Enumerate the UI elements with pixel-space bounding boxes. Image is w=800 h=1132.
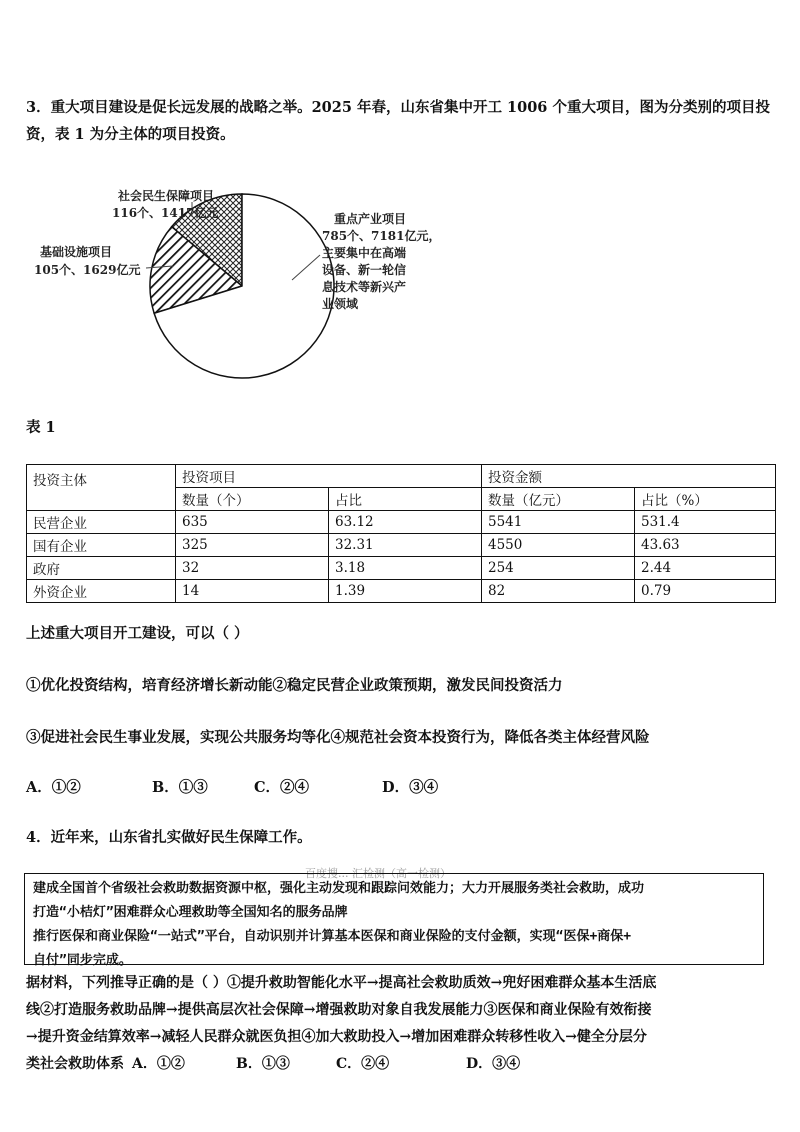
label-industry-value: 785个、7181亿元， — [322, 229, 441, 243]
table-row — [27, 511, 776, 534]
label-industry-desc-1: 主要集中在高端 — [322, 246, 407, 260]
material-line: 自付”同步完成。 — [33, 953, 132, 968]
q4-option-a[interactable]: A．①② — [132, 1056, 185, 1072]
q4-body-line: 据材料，下列推导正确的是（ ）①提升救助智能化水平→提高社会救助质效→兜好困难群众基本生活底 — [26, 975, 657, 991]
q3-statement-2: ③促进社会民生事业发展，实现公共服务均等化④规范社会资本投资行为，降低各类主体经营风险 — [26, 729, 650, 746]
header-subject: 投资主体 — [27, 465, 176, 511]
label-infra-value: 105个、1629亿元 — [34, 263, 141, 277]
q4-body-line-end: 类社会救助体系 — [26, 1056, 124, 1072]
header-amount-value: 数量（亿元） — [482, 488, 635, 511]
table-header-row-1 — [27, 465, 776, 488]
q3-stem: 3．重大项目建设是促长远发展的战略之举。2025 年春，山东省集中开工 1006 个重大项目，图为分类别的项目投资，表 1 为分主体的项目投资。 — [26, 99, 770, 143]
q4-body — [26, 970, 776, 1078]
label-social-value: 116个、1417亿元 — [112, 206, 219, 220]
pie-chart — [20, 170, 460, 385]
q4-body-line: 线②打造服务救助品牌→提供高层次社会保障→增强救助对象自我发展能力③医保和商业保险有效衔接 — [26, 1002, 652, 1018]
header-count-share: 占比 — [329, 488, 482, 511]
q4-stem: 4．近年来，山东省扎实做好民生保障工作。 — [26, 829, 312, 846]
cell: 14 — [176, 580, 329, 603]
label-infra-title: 基础设施项目 — [40, 245, 113, 259]
cell: 3.18 — [329, 557, 482, 580]
q3-option-c[interactable]: C．②④ — [254, 779, 310, 796]
label-industry-title: 重点产业项目 — [334, 212, 407, 226]
q4-body-line: →提升资金结算效率→减轻人民群众就医负担④加大救助投入→增加困难群众转移性收入→健全分层分 — [26, 1029, 647, 1045]
header-amount-share: 占比（%） — [635, 488, 776, 511]
cell: 43.63 — [635, 534, 776, 557]
table-row — [27, 580, 776, 603]
q3-option-b[interactable]: B．①③ — [152, 779, 208, 796]
material-line: 建成全国首个省级社会救助数据资源中枢，强化主动发现和跟踪问效能力；大力开展服务类社会救助，成功 — [33, 881, 645, 896]
q4-body-line — [26, 1051, 776, 1078]
header-projects: 投资项目 — [176, 465, 482, 488]
cell: 外资企业 — [27, 580, 176, 603]
q4-option-b[interactable]: B．①③ — [236, 1056, 290, 1072]
header-amount: 投资金额 — [482, 465, 776, 488]
cell: 5541 — [482, 511, 635, 534]
cell: 325 — [176, 534, 329, 557]
cell: 32.31 — [329, 534, 482, 557]
cell: 531.4 — [635, 511, 776, 534]
label-industry-desc-4: 业领域 — [322, 297, 359, 311]
cell: 0.79 — [635, 580, 776, 603]
cell: 63.12 — [329, 511, 482, 534]
cell: 254 — [482, 557, 635, 580]
q3-option-d[interactable]: D．③④ — [382, 779, 439, 796]
table-row — [27, 534, 776, 557]
cell: 635 — [176, 511, 329, 534]
q4-option-d[interactable]: D．③④ — [466, 1056, 521, 1072]
cell: 政府 — [27, 557, 176, 580]
q4-material-box — [24, 873, 764, 968]
cell: 民营企业 — [27, 511, 176, 534]
label-industry-desc-2: 设备、新一轮信 — [322, 263, 407, 277]
q3-prompt: 上述重大项目开工建设，可以（ ） — [26, 625, 249, 642]
investment-table — [26, 464, 776, 603]
material-line: 打造“小桔灯”困难群众心理救助等全国知名的服务品牌 — [33, 905, 348, 920]
q4-option-c[interactable]: C．②④ — [336, 1056, 390, 1072]
watermark: 百度搜... 汇检测（高一检测） — [305, 867, 451, 880]
material-line: 推行医保和商业保险“一站式”平台，自动识别并计算基本医保和商业保险的支付金额，实现“医保+商保+ — [33, 929, 632, 944]
cell: 1.39 — [329, 580, 482, 603]
cell: 82 — [482, 580, 635, 603]
q3-option-a[interactable]: A．①② — [26, 779, 81, 796]
cell: 国有企业 — [27, 534, 176, 557]
header-count: 数量（个） — [176, 488, 329, 511]
q3-statement-1: ①优化投资结构，培育经济增长新动能②稳定民营企业政策预期，激发民间投资活力 — [26, 677, 563, 694]
table-label: 表 1 — [26, 419, 56, 436]
label-industry-desc-3: 息技术等新兴产 — [322, 280, 407, 294]
cell: 2.44 — [635, 557, 776, 580]
cell: 32 — [176, 557, 329, 580]
cell: 4550 — [482, 534, 635, 557]
label-social-title: 社会民生保障项目 — [118, 189, 215, 203]
table-row — [27, 557, 776, 580]
q3-options — [26, 776, 438, 797]
